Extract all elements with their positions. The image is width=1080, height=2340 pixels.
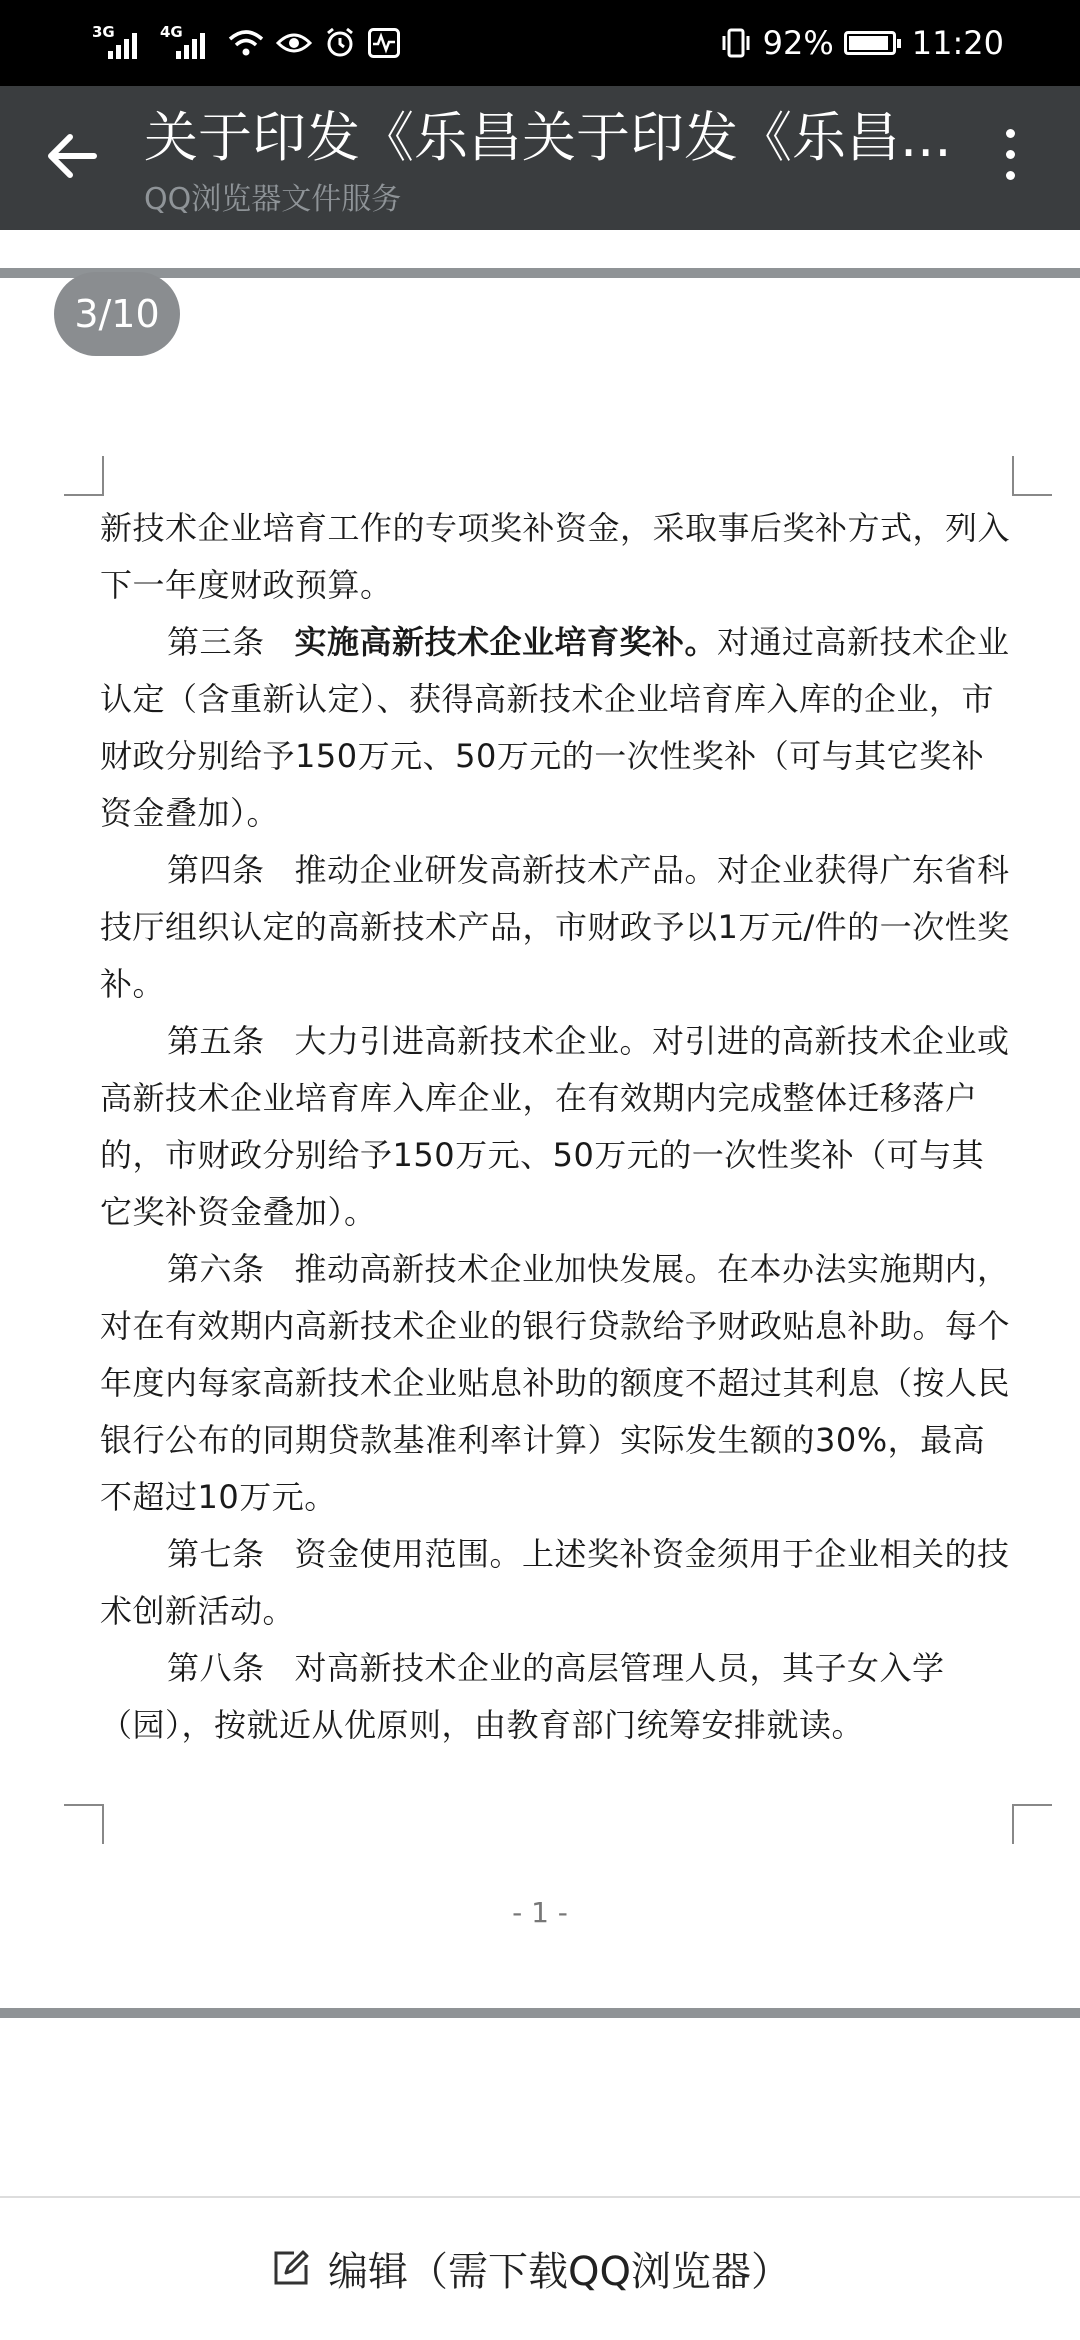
page-separator-bottom [0,2008,1080,2018]
page-separator-top [0,268,1080,278]
margin-mark-top-left [64,456,104,496]
margin-mark-top-right [1012,456,1052,496]
paragraph [100,500,1010,614]
activity-icon [368,28,400,58]
app-bar [0,86,1080,230]
clock: 11:20 [911,24,1004,62]
article-8 [100,1640,1010,1754]
alarm-icon [324,27,356,59]
paragraph-text: 资金使用范围。上述奖补资金须用于企业相关的技术创新活动。 [100,1535,1010,1630]
battery-level [849,36,888,50]
document-title: 关于印发《乐昌关于印发《乐昌... [144,106,952,169]
edit-bar [0,2198,1080,2340]
article-label: 第七条 [167,1535,265,1573]
edit-button[interactable] [270,2238,791,2298]
page-number: - 1 - [512,1896,568,1929]
signal-3g-icon [92,23,148,63]
paragraph-text: 对高新技术企业的高层管理人员，其子女入学（园），按就近从优原则，由教育部门统筹安排就读。 [100,1649,945,1744]
battery-icon [844,31,896,55]
signal1-label: 3G [92,23,115,41]
signal2-label: 4G [160,23,183,41]
wifi-icon [228,27,264,59]
paragraph-text: 对通过高新技术企业认定（含重新认定）、获得高新技术企业培育库入库的企业，市财政分别给予150万元、50万元的一次性奖补（可与其它奖补资金叠加）。 [100,623,1010,832]
back-arrow-icon[interactable] [40,124,104,188]
edit-icon [270,2247,312,2289]
article-7 [100,1526,1010,1640]
document-body [100,500,1010,1754]
paragraph-text: 推动高新技术企业加快发展。在本办法实施期内，对在有效期内高新技术企业的银行贷款给予财政贴息补助。每个年度内每家高新技术企业贴息补助的额度不超过其利息（按人民银行公布的同期贷款基准利率计算）实际发生额的30%，最高不超过10万元。 [100,1250,1011,1516]
signal-4g-icon [160,23,216,63]
eye-icon [276,29,312,57]
vibrate-icon [719,26,753,60]
paragraph-text: 新技术企业培育工作的专项奖补资金，采取事后奖补方式，列入下一年度财政预算。 [100,509,1011,604]
status-right [719,18,1004,68]
article-label: 第四条 [167,851,265,889]
margin-mark-bottom-left [64,1804,104,1844]
edit-label: 编辑（需下载QQ浏览器） [328,2248,791,2295]
article-3 [100,614,1010,842]
margin-mark-bottom-right [1012,1804,1052,1844]
article-label: 第八条 [167,1649,265,1687]
battery-percent: 92% [762,24,834,62]
article-4 [100,842,1010,1013]
status-bar [0,0,1080,86]
more-vertical-icon[interactable] [990,124,1030,194]
paragraph-text: 推动企业研发高新技术产品。对企业获得广东省科技厅组织认定的高新技术产品，市财政予以1万元/件的一次性奖补。 [100,851,1010,1003]
article-label: 第三条 [167,623,265,661]
article-label: 第六条 [167,1250,265,1288]
page-counter: 3/10 [54,272,180,356]
paragraph-text: 大力引进高新技术企业。对引进的高新技术企业或高新技术企业培育库入库企业，在有效期内完成整体迁移落户的，市财政分别给予150万元、50万元的一次性奖补（可与其它奖补资金叠加）。 [100,1022,1010,1231]
article-heading: 实施高新技术企业培育奖补。 [294,623,718,661]
status-left-icons [92,20,400,66]
article-5 [100,1013,1010,1241]
article-6 [100,1241,1010,1526]
article-label: 第五条 [167,1022,265,1060]
document-subtitle: QQ浏览器文件服务 [144,182,402,217]
